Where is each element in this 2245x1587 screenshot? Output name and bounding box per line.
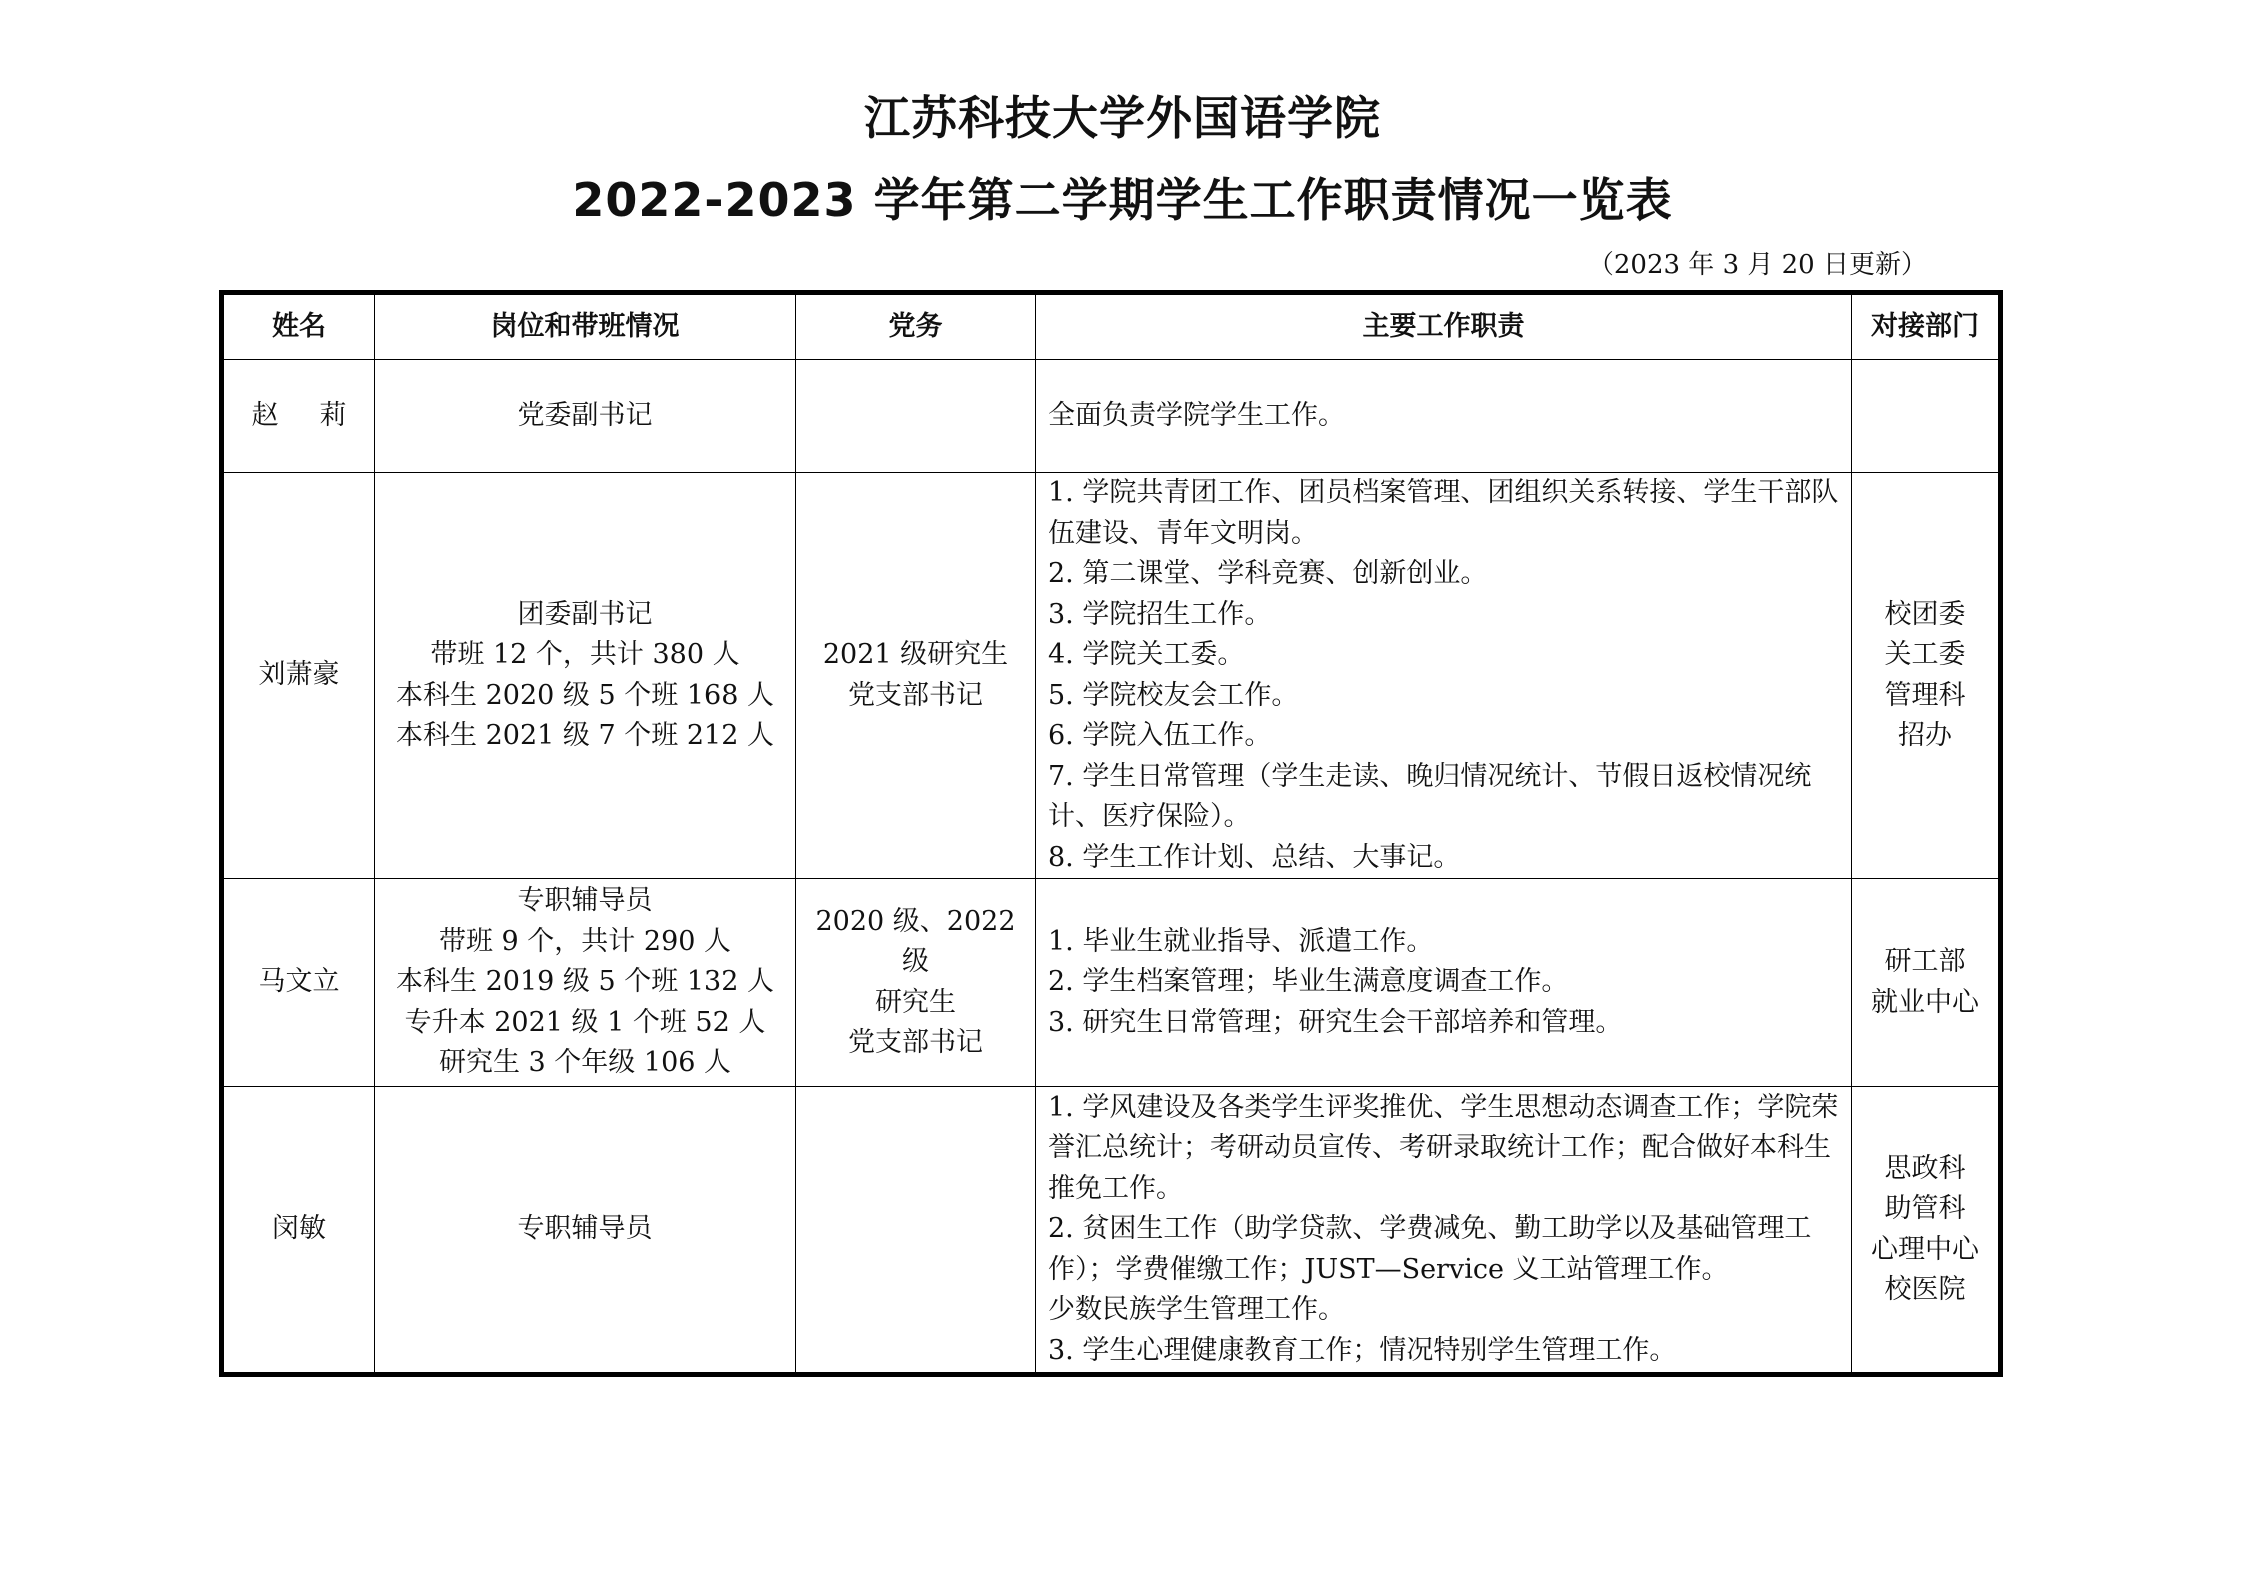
- cell-departments: [1852, 473, 2001, 879]
- column-header-name: 姓名: [222, 293, 375, 360]
- cell-departments: [1852, 1087, 2001, 1375]
- cell-name: [222, 1087, 375, 1375]
- staff-name: 赵 莉: [251, 399, 347, 431]
- column-header-party: 党务: [796, 293, 1036, 360]
- cell-party: [796, 360, 1036, 473]
- update-date: （2023 年 3 月 20 日更新）: [1587, 250, 1927, 280]
- page-subtitle: 2022-2023 学年第二学期学生工作职责情况一览表: [572, 173, 1673, 227]
- table-row: [222, 879, 2001, 1087]
- table-row: [222, 473, 2001, 879]
- position-line: 党委副书记: [517, 399, 653, 431]
- duty-line: 1. 学院共青团工作、团员档案管理、团组织关系转接、学生干部队伍建设、青年文明岗。: [1048, 477, 1839, 549]
- position-line: 带班 12 个，共计 380 人: [430, 639, 740, 670]
- position-line: 本科生 2021 级 7 个班 212 人: [396, 720, 774, 751]
- staff-name: 闵敏: [272, 1213, 326, 1245]
- cell-name: [222, 473, 375, 879]
- cell-duties: [1036, 879, 1852, 1087]
- position-line: 研究生 3 个年级 106 人: [438, 1047, 732, 1079]
- position-line: 本科生 2019 级 5 个班 132 人: [396, 966, 774, 998]
- party-line: 研究生: [875, 986, 956, 1018]
- party-line: 党支部书记: [848, 679, 983, 711]
- duty-line: 6. 学院入伍工作。: [1048, 720, 1272, 751]
- cell-party: [796, 1087, 1036, 1375]
- duty-line: 2. 第二课堂、学科竞赛、创新创业。: [1048, 558, 1488, 589]
- duty-line: 2. 学生档案管理；毕业生满意度调查工作。: [1048, 966, 1569, 998]
- cell-party: [796, 473, 1036, 879]
- column-header-departments: 对接部门: [1852, 293, 2001, 360]
- cell-duties: [1036, 1087, 1852, 1375]
- duty-line: 8. 学生工作计划、总结、大事记。: [1048, 841, 1461, 873]
- duty-line: 3. 学生心理健康教育工作；情况特别学生管理工作。: [1048, 1334, 1677, 1366]
- department-line: 助管科: [1884, 1193, 1966, 1224]
- duty-line: 3. 学院招生工作。: [1048, 598, 1272, 630]
- department-line: 思政科: [1884, 1152, 1966, 1184]
- cell-position: [375, 473, 796, 879]
- table-row: [222, 360, 2001, 473]
- department-line: 招办: [1898, 720, 1952, 751]
- duty-line: 少数民族学生管理工作。: [1048, 1294, 1345, 1326]
- table-row: [222, 1087, 2001, 1375]
- duty-line: 1. 学风建设及各类学生评奖推优、学生思想动态调查工作；学院荣誉汇总统计；考研动员宣传、考研录取统计工作；配合做好本科生推免工作。: [1048, 1091, 1839, 1204]
- staff-name: 马文立: [258, 966, 340, 998]
- party-line: 2021 级研究生: [822, 639, 1009, 670]
- column-header-position: 岗位和带班情况: [375, 293, 796, 360]
- department-line: 校医院: [1884, 1274, 1966, 1305]
- duty-line: 2. 贫困生工作（助学贷款、学费减免、勤工助学以及基础管理工作）；学费催缴工作；JUST—Service 义工站管理工作。: [1048, 1213, 1812, 1285]
- department-line: 就业中心: [1871, 986, 1979, 1018]
- duty-line: 7. 学生日常管理（学生走读、晚归情况统计、节假日返校情况统计、医疗保险）。: [1048, 760, 1812, 832]
- position-line: 专职辅导员: [517, 885, 653, 917]
- position-line: 团委副书记: [517, 598, 653, 630]
- department-line: 管理科: [1884, 679, 1966, 711]
- department-line: 校团委: [1884, 598, 1966, 630]
- cell-party: [796, 879, 1036, 1087]
- cell-name: [222, 360, 375, 473]
- cell-position: [375, 879, 796, 1087]
- column-header-duties: 主要工作职责: [1036, 293, 1852, 360]
- cell-position: [375, 360, 796, 473]
- party-line: 2020 级、2022 级: [815, 905, 1025, 977]
- duty-line: 1. 毕业生就业指导、派遣工作。: [1048, 925, 1434, 957]
- position-line: 带班 9 个，共计 290 人: [438, 925, 732, 957]
- cell-departments: [1852, 360, 2001, 473]
- position-line: 专升本 2021 级 1 个班 52 人: [404, 1006, 766, 1038]
- cell-duties: [1036, 360, 1852, 473]
- cell-position: [375, 1087, 796, 1375]
- department-line: 心理中心: [1871, 1233, 1979, 1265]
- duty-table: [219, 290, 2003, 1377]
- position-line: 专职辅导员: [517, 1213, 653, 1245]
- duty-line: 3. 研究生日常管理；研究生会干部培养和管理。: [1048, 1006, 1623, 1038]
- duty-line: 4. 学院关工委。: [1048, 639, 1245, 670]
- staff-name: 刘萧豪: [258, 659, 340, 691]
- position-line: 本科生 2020 级 5 个班 168 人: [396, 679, 774, 711]
- duty-line: 全面负责学院学生工作。: [1048, 399, 1345, 431]
- cell-duties: [1036, 473, 1852, 879]
- party-line: 党支部书记: [848, 1027, 983, 1058]
- department-line: 关工委: [1884, 639, 1966, 670]
- table-header-row: [222, 293, 2001, 360]
- cell-name: [222, 879, 375, 1087]
- duty-line: 5. 学院校友会工作。: [1048, 679, 1299, 711]
- cell-departments: [1852, 879, 2001, 1087]
- page-title: 江苏科技大学外国语学院: [864, 91, 1381, 145]
- department-line: 研工部: [1884, 946, 1966, 977]
